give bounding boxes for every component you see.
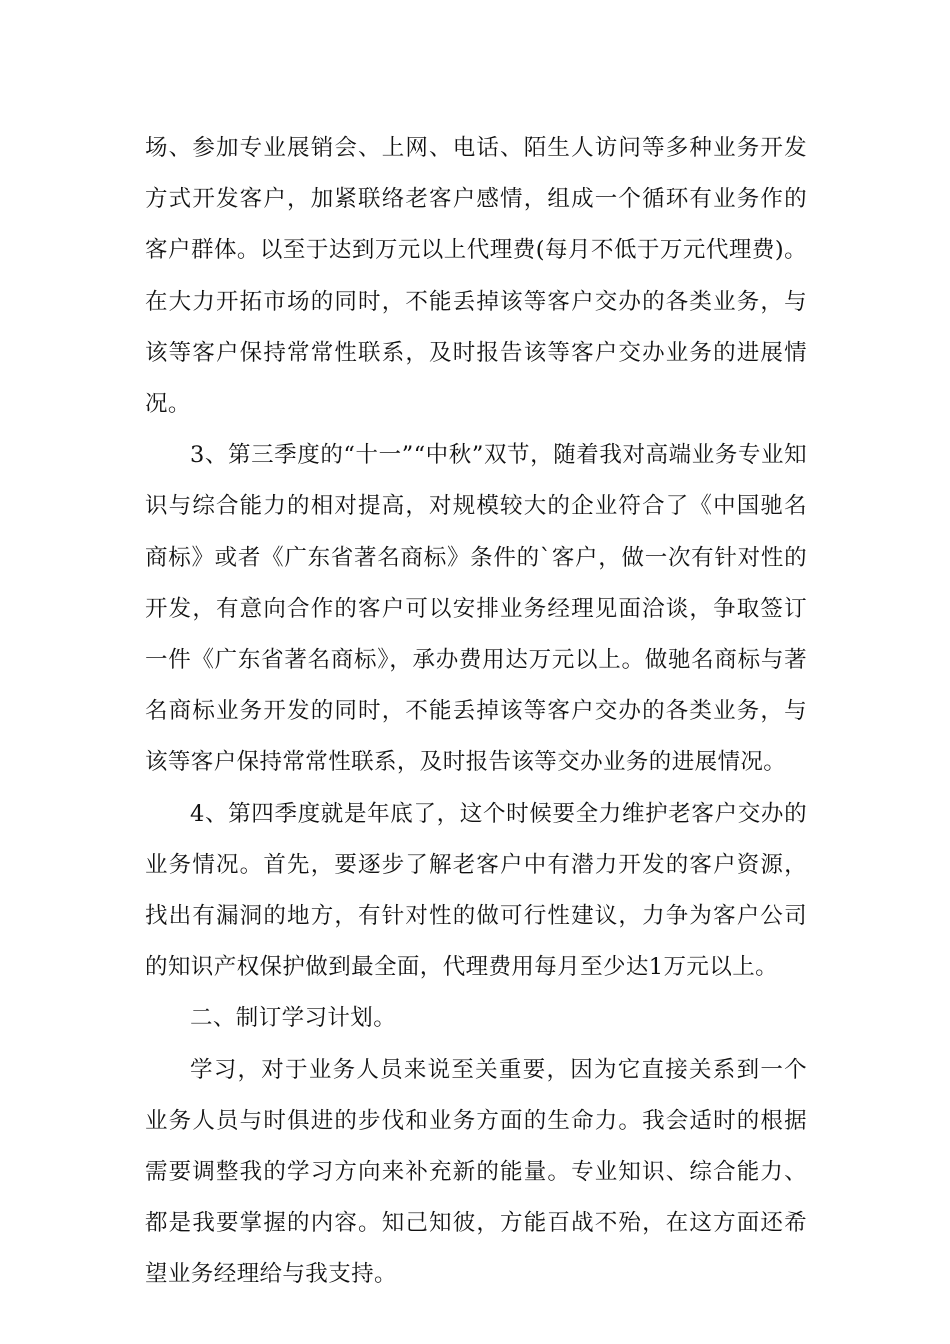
paragraph-4: 学习，对于业务人员来说至关重要，因为它直接关系到一个业务人员与时俱进的步伐和业务方面的生命力。我会适时的根据需要调整我的学习方向来补充新的能量。专业知识、综合能力、都是我要掌握的内容。知己知彼，方能百战不殆，在这方面还希望业务经理给与我支持。 — [145, 1056, 807, 1288]
section-heading-study-plan: 二、制订学习计划。 — [190, 1005, 397, 1032]
paragraph-2: 3、第三季度的“十一”“中秋”双节，随着我对高端业务专业知识与综合能力的相对提高，对规模较大的企业符合了《中国驰名商标》或者《广东省著名商标》条件的`客户，做一次有针对性的开发，有意向合作的客户可以安排业务经理见面洽谈，争取签订一件《广东省著名商标》，承办费用达万元以上。做驰名商标与著名商标业务开发的同时，不能丢掉该等客户交办的各类业务，与该等客户保持常常性联系，及时报告该等交办业务的进展情况。 — [145, 442, 807, 776]
document-body — [145, 123, 807, 1301]
paragraph-1: 场、参加专业展销会、上网、电话、陌生人访问等多种业务开发方式开发客户，加紧联络老客户感情，组成一个循环有业务作的客户群体。以至于达到万元以上代理费(每月不低于万元代理费)。在大力开拓市场的同时，不能丢掉该等客户交办的各类业务，与该等客户保持常常性联系，及时报告该等客户交办业务的进展情况。 — [145, 135, 807, 418]
paragraph-3: 4、第四季度就是年底了，这个时候要全力维护老客户交办的业务情况。首先，要逐步了解老客户中有潜力开发的客户资源，找出有漏洞的地方，有针对性的做可行性建议，力争为客户公司的知识产权保护做到最全面，代理费用每月至少达1万元以上。 — [145, 800, 807, 981]
